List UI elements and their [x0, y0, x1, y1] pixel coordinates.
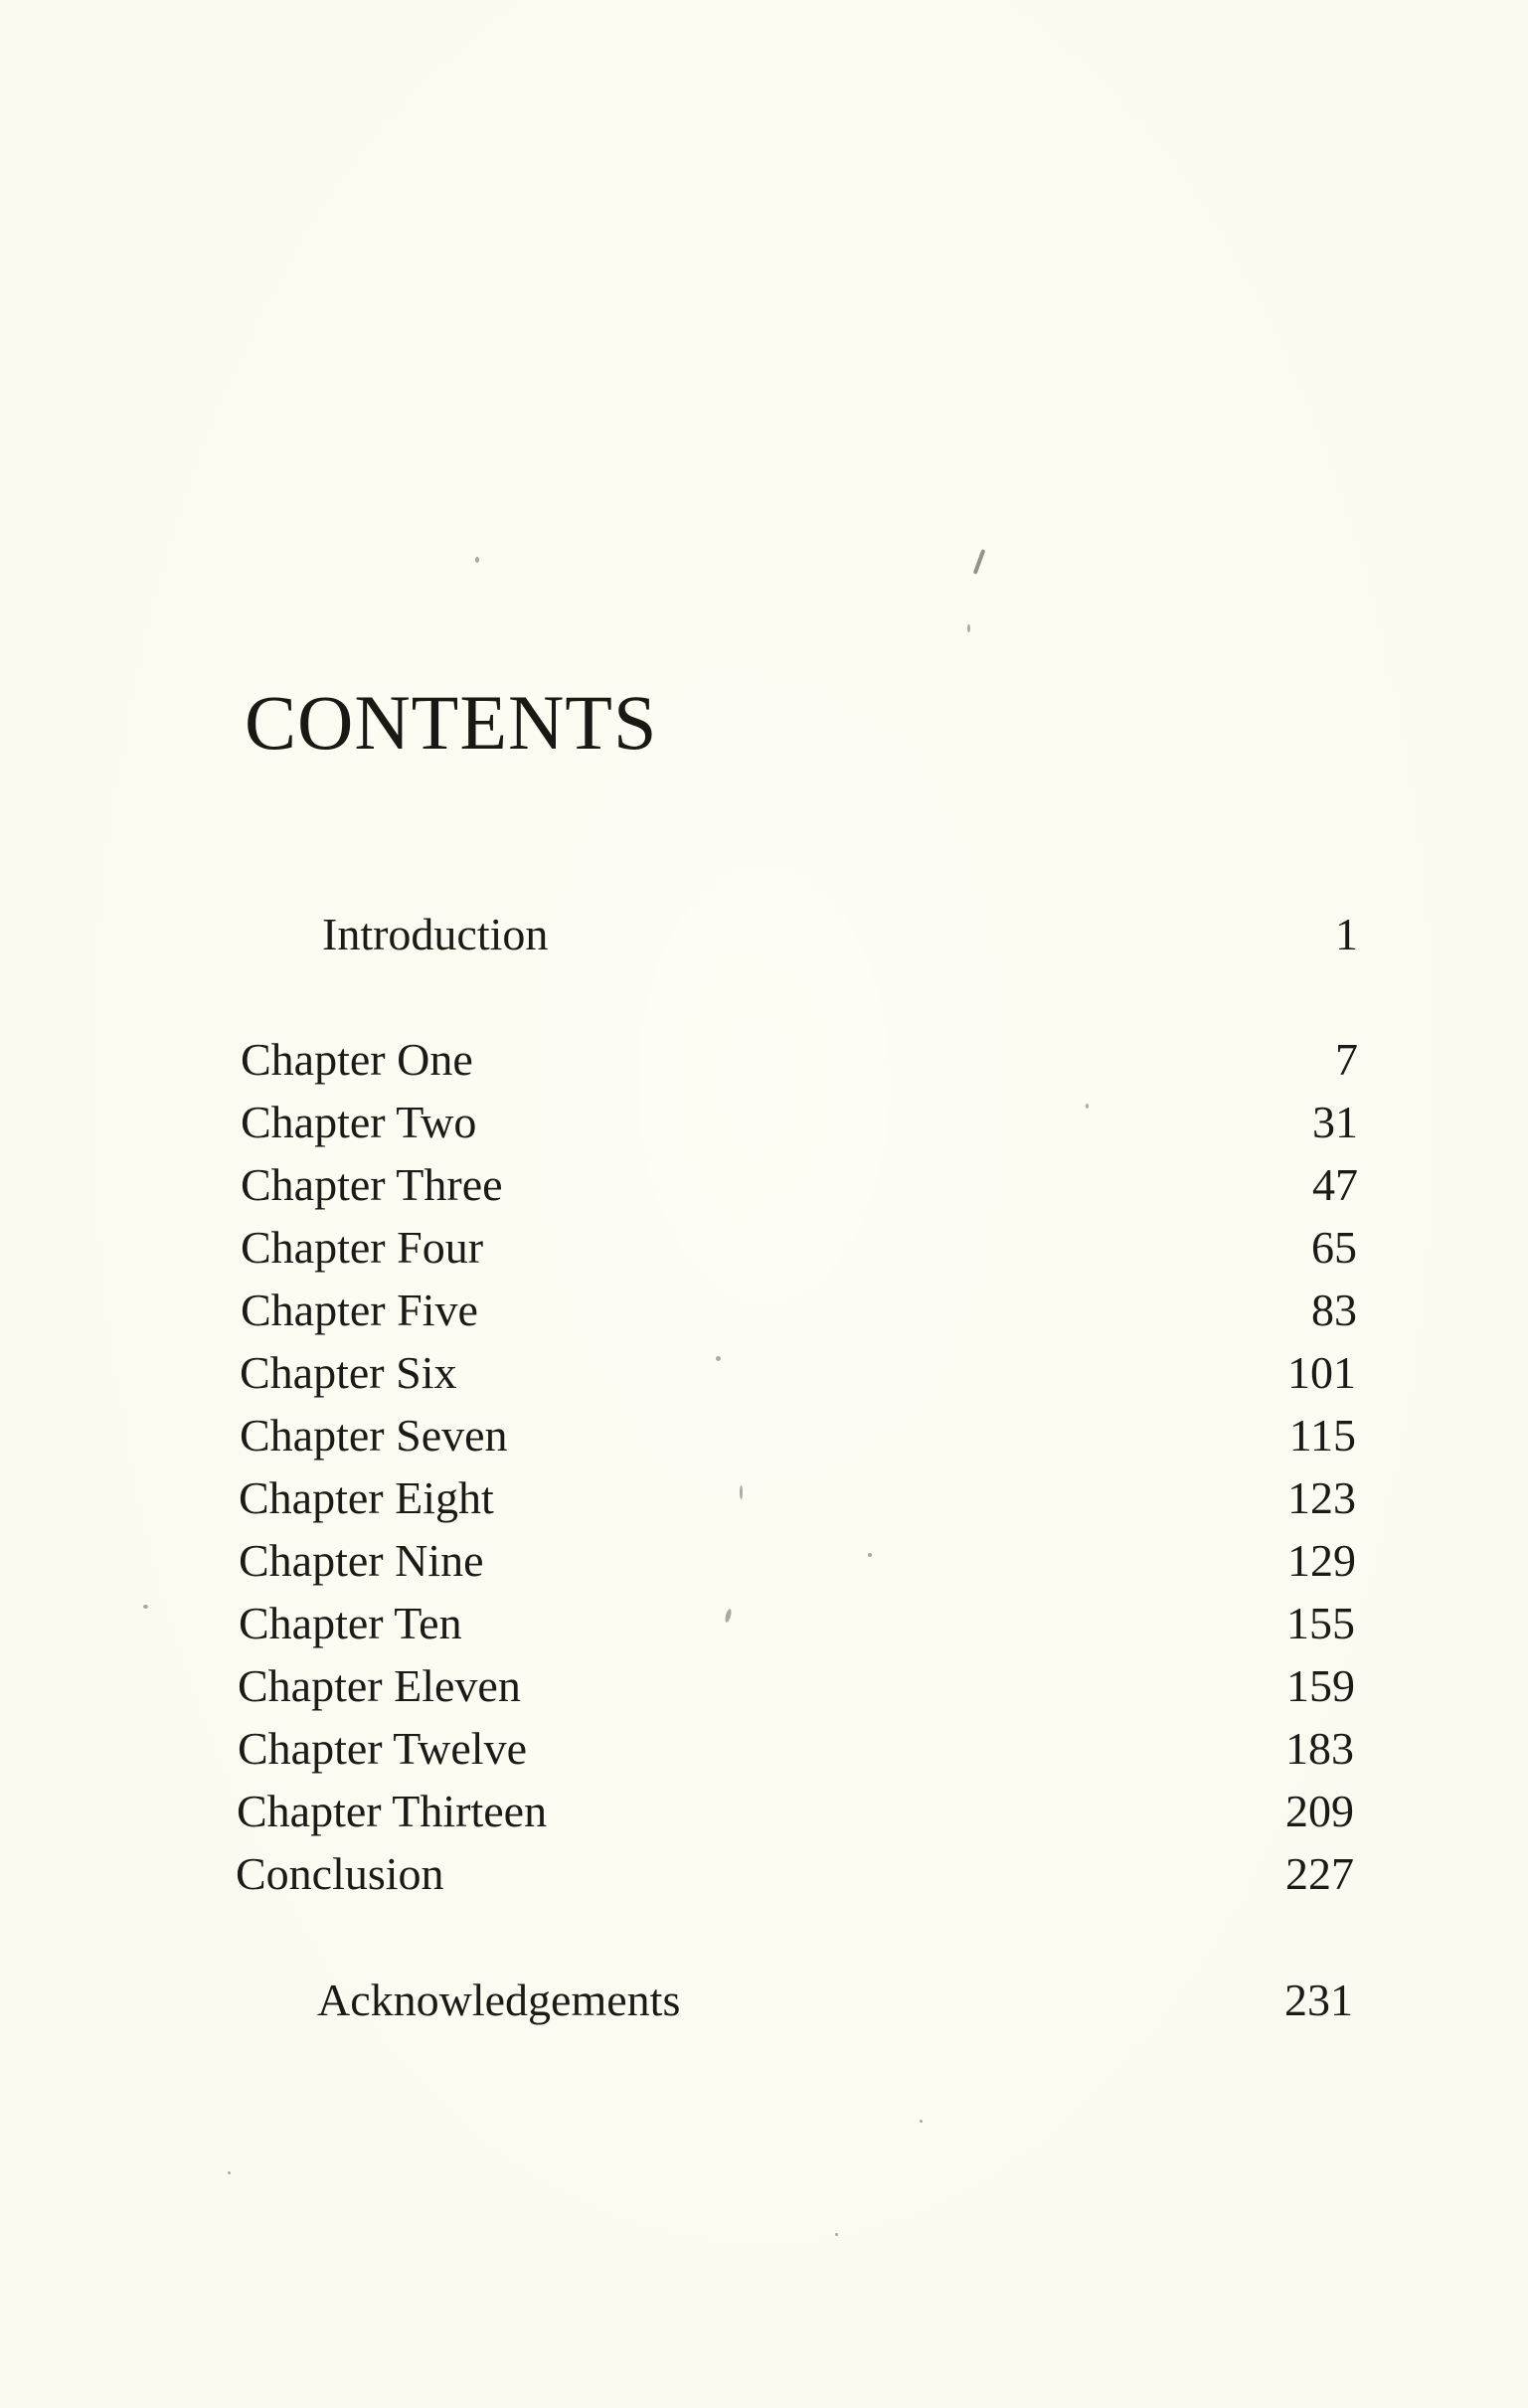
toc-entry-chapter-two — [241, 1097, 1358, 1148]
toc-entry-chapter-seven — [240, 1410, 1356, 1462]
paper-speck — [143, 1605, 148, 1609]
toc-entry-title: Chapter Thirteen — [237, 1786, 548, 1836]
toc-entry-page: 183 — [1285, 1723, 1354, 1774]
toc-entry-chapter-twelve — [238, 1723, 1354, 1775]
toc-entry-page: 31 — [1312, 1097, 1358, 1147]
toc-entry-title: Chapter Three — [241, 1159, 503, 1210]
toc-entry-chapter-one — [241, 1034, 1358, 1086]
toc-entry-page: 101 — [1287, 1347, 1356, 1398]
toc-entry-title: Chapter Two — [241, 1097, 477, 1147]
toc-entry-title: Chapter Eight — [239, 1472, 494, 1523]
toc-entry-chapter-thirteen — [237, 1786, 1354, 1837]
toc-entry-chapter-five — [241, 1285, 1357, 1336]
paper-speck — [835, 2233, 838, 2236]
toc-entry-title: Introduction — [322, 909, 549, 959]
contents-heading: CONTENTS — [245, 679, 658, 766]
toc-entry-title: Chapter Nine — [239, 1535, 484, 1586]
toc-entry-page: 159 — [1286, 1660, 1355, 1711]
toc-entry-title: Chapter Four — [241, 1222, 484, 1273]
toc-entry-chapter-eight — [239, 1472, 1356, 1524]
toc-entry-chapter-ten — [239, 1598, 1355, 1649]
paper-speck — [228, 2171, 231, 2174]
toc-entry-page: 231 — [1284, 1975, 1353, 2025]
toc-entry-chapter-six — [240, 1347, 1356, 1399]
toc-entry-page: 83 — [1311, 1285, 1357, 1335]
paper-speck — [967, 624, 970, 632]
toc-entry-introduction — [322, 909, 1358, 960]
toc-entry-title: Chapter Five — [241, 1285, 478, 1335]
toc-entry-page: 115 — [1288, 1410, 1356, 1461]
toc-entry-page: 1 — [1335, 909, 1358, 959]
toc-entry-title: Chapter Six — [240, 1347, 457, 1398]
toc-entry-title: Chapter One — [241, 1034, 473, 1085]
toc-entry-title: Chapter Twelve — [238, 1723, 528, 1774]
toc-entry-title: Chapter Ten — [239, 1598, 462, 1648]
toc-entry-page: 155 — [1286, 1598, 1355, 1648]
toc-entry-chapter-four — [241, 1222, 1357, 1274]
toc-entry-page: 227 — [1285, 1848, 1354, 1899]
toc-entry-title: Chapter Eleven — [238, 1660, 521, 1711]
toc-entry-title: Conclusion — [236, 1848, 444, 1899]
toc-entry-chapter-three — [241, 1159, 1358, 1211]
toc-entry-chapter-nine — [239, 1535, 1356, 1587]
toc-entry-page: 129 — [1287, 1535, 1356, 1586]
toc-entry-page: 123 — [1287, 1472, 1356, 1523]
toc-entry-conclusion — [236, 1848, 1354, 1900]
paper-speck — [973, 549, 986, 575]
toc-entry-title: Chapter Seven — [240, 1410, 508, 1461]
paper-speck — [920, 2120, 923, 2123]
toc-entry-page: 7 — [1335, 1034, 1358, 1085]
toc-entry-page: 209 — [1285, 1786, 1354, 1836]
toc-entry-acknowledgements — [317, 1975, 1353, 2026]
toc-entry-title: Acknowledgements — [317, 1975, 681, 2025]
paper-speck — [475, 557, 479, 563]
toc-entry-page: 65 — [1311, 1222, 1357, 1273]
toc-entry-page: 47 — [1312, 1159, 1358, 1210]
toc-entry-chapter-eleven — [238, 1660, 1355, 1712]
